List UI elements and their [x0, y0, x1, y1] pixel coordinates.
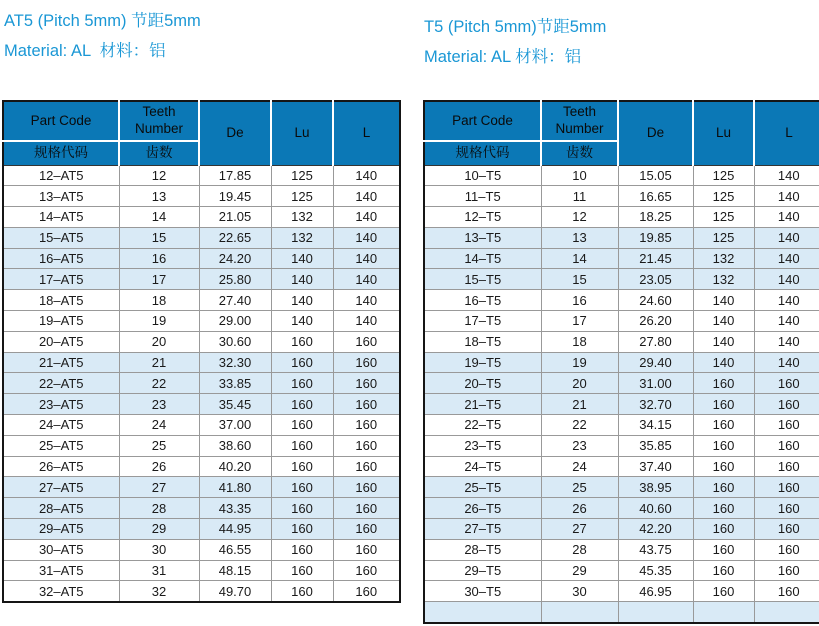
table-cell: 37.00 — [199, 415, 271, 436]
table-cell: 25.80 — [199, 269, 271, 290]
table-cell: 26–T5 — [424, 498, 541, 519]
table-cell: 12–T5 — [424, 207, 541, 228]
table-cell: 13 — [119, 186, 199, 207]
table-cell: 160 — [754, 498, 819, 519]
table-row — [3, 581, 400, 602]
table-cell: 16–AT5 — [3, 248, 119, 269]
table-cell: 160 — [693, 519, 754, 540]
table-row — [424, 581, 819, 602]
table-cell: 24–T5 — [424, 456, 541, 477]
table-cell: 160 — [333, 477, 400, 498]
table-cell: 160 — [271, 331, 333, 352]
table-cell: 140 — [693, 311, 754, 332]
table-row — [3, 477, 400, 498]
table-cell: 17 — [541, 311, 618, 332]
table-cell: 125 — [693, 227, 754, 248]
col-header-lu: Lu — [271, 101, 333, 165]
table-cell: 43.35 — [199, 498, 271, 519]
table-cell: 160 — [754, 373, 819, 394]
table-row — [424, 394, 819, 415]
table-cell: 18 — [541, 331, 618, 352]
table-cell: 15 — [119, 227, 199, 248]
table-cell: 140 — [754, 352, 819, 373]
table-cell: 46.55 — [199, 539, 271, 560]
table-cell: 21–T5 — [424, 394, 541, 415]
col-header-l: L — [333, 101, 400, 165]
table-cell: 160 — [693, 539, 754, 560]
table-cell: 160 — [754, 519, 819, 540]
table-cell: 25 — [541, 477, 618, 498]
table-cell: 37.40 — [618, 456, 693, 477]
table-row — [424, 435, 819, 456]
table-cell: 125 — [271, 165, 333, 186]
table-row — [424, 456, 819, 477]
table-cell: 160 — [271, 560, 333, 581]
table-cell: 160 — [693, 560, 754, 581]
table-cell: 140 — [333, 311, 400, 332]
table-cell: 45.35 — [618, 560, 693, 581]
table-cell: 30.60 — [199, 331, 271, 352]
table-cell: 29.40 — [618, 352, 693, 373]
table-cell: 160 — [754, 435, 819, 456]
table-cell: 27–AT5 — [3, 477, 119, 498]
table-cell: 28 — [119, 498, 199, 519]
table-cell: 35.85 — [618, 435, 693, 456]
table-cell: 132 — [693, 248, 754, 269]
table-cell: 20–T5 — [424, 373, 541, 394]
table-row — [424, 352, 819, 373]
table-cell: 132 — [271, 207, 333, 228]
col-header-de: De — [618, 101, 693, 165]
table-cell: 32–AT5 — [3, 581, 119, 602]
table-cell: 21–AT5 — [3, 352, 119, 373]
table-cell: 10–T5 — [424, 165, 541, 186]
table-row — [3, 415, 400, 436]
table-cell: 132 — [271, 227, 333, 248]
table-cell: 30–AT5 — [3, 539, 119, 560]
table-row — [424, 311, 819, 332]
t5-title-block — [424, 12, 606, 72]
table-cell — [541, 602, 618, 623]
table-cell: 43.75 — [618, 539, 693, 560]
table-cell: 160 — [693, 581, 754, 602]
table-cell: 160 — [333, 352, 400, 373]
table-cell: 160 — [693, 477, 754, 498]
table-cell: 160 — [333, 519, 400, 540]
table-cell: 14–T5 — [424, 248, 541, 269]
table-cell: 31–AT5 — [3, 560, 119, 581]
table-cell: 26 — [541, 498, 618, 519]
table-row — [3, 186, 400, 207]
at5-table-body — [3, 165, 400, 602]
table-cell: 13–AT5 — [3, 186, 119, 207]
table-row — [3, 290, 400, 311]
table-cell: 49.70 — [199, 581, 271, 602]
table-cell: 28–AT5 — [3, 498, 119, 519]
table-cell: 18–AT5 — [3, 290, 119, 311]
table-cell: 18.25 — [618, 207, 693, 228]
table-cell: 44.95 — [199, 519, 271, 540]
table-cell: 140 — [333, 269, 400, 290]
table-cell: 22–AT5 — [3, 373, 119, 394]
table-row — [424, 373, 819, 394]
table-cell: 125 — [271, 186, 333, 207]
table-cell — [424, 602, 541, 623]
table-cell: 140 — [754, 207, 819, 228]
at5-table — [2, 100, 401, 603]
table-cell: 25 — [119, 435, 199, 456]
table-cell: 140 — [333, 248, 400, 269]
table-cell: 24 — [119, 415, 199, 436]
table-cell: 160 — [693, 394, 754, 415]
at5-material: Material: AL 材料：铝 — [4, 42, 166, 60]
table-cell: 24.60 — [618, 290, 693, 311]
clipped-partial-row — [424, 602, 819, 623]
table-cell: 160 — [271, 581, 333, 602]
table-cell: 15–T5 — [424, 269, 541, 290]
table-cell: 160 — [333, 456, 400, 477]
table-cell: 160 — [271, 456, 333, 477]
table-cell: 28 — [541, 539, 618, 560]
table-cell: 29–T5 — [424, 560, 541, 581]
table-cell: 21.45 — [618, 248, 693, 269]
table-cell: 16–T5 — [424, 290, 541, 311]
t5-table-header — [424, 101, 819, 165]
table-row — [424, 186, 819, 207]
table-cell: 33.85 — [199, 373, 271, 394]
table-cell: 22 — [119, 373, 199, 394]
table-cell: 11–T5 — [424, 186, 541, 207]
table-cell: 140 — [333, 290, 400, 311]
table-cell: 160 — [271, 435, 333, 456]
table-cell: 140 — [754, 248, 819, 269]
table-cell: 20–AT5 — [3, 331, 119, 352]
table-cell: 14 — [541, 248, 618, 269]
table-cell: 32 — [119, 581, 199, 602]
table-cell: 140 — [333, 186, 400, 207]
col-header-teeth-number-cn: 齿数 — [541, 141, 618, 165]
table-cell: 27.80 — [618, 331, 693, 352]
table-cell: 160 — [693, 498, 754, 519]
table-row — [424, 227, 819, 248]
table-row — [3, 373, 400, 394]
table-cell: 140 — [271, 248, 333, 269]
table-cell: 29–AT5 — [3, 519, 119, 540]
table-cell: 10 — [541, 165, 618, 186]
table-cell: 160 — [693, 415, 754, 436]
table-cell: 160 — [333, 581, 400, 602]
table-cell: 26.20 — [618, 311, 693, 332]
table-cell: 160 — [333, 373, 400, 394]
table-cell: 140 — [754, 269, 819, 290]
table-cell: 27.40 — [199, 290, 271, 311]
table-cell: 140 — [754, 186, 819, 207]
table-cell: 160 — [271, 394, 333, 415]
table-cell: 15–AT5 — [3, 227, 119, 248]
table-cell: 140 — [754, 290, 819, 311]
table-cell: 19–T5 — [424, 352, 541, 373]
table-cell: 22–T5 — [424, 415, 541, 436]
table-cell: 13 — [541, 227, 618, 248]
table-cell: 16.65 — [618, 186, 693, 207]
table-row — [3, 435, 400, 456]
table-cell: 160 — [271, 415, 333, 436]
table-cell: 40.20 — [199, 456, 271, 477]
table-cell: 125 — [693, 186, 754, 207]
table-cell: 34.15 — [618, 415, 693, 436]
table-row — [424, 290, 819, 311]
table-cell: 160 — [333, 331, 400, 352]
table-row — [3, 498, 400, 519]
at5-table-header — [3, 101, 400, 165]
table-row — [3, 248, 400, 269]
col-header-part-code: Part Code — [424, 101, 541, 141]
table-cell: 19 — [541, 352, 618, 373]
col-header-teeth-number: Teeth Number — [541, 101, 618, 141]
table-cell: 19–AT5 — [3, 311, 119, 332]
table-cell: 23 — [541, 435, 618, 456]
table-cell: 17–T5 — [424, 311, 541, 332]
table-cell: 160 — [333, 539, 400, 560]
table-cell: 160 — [333, 560, 400, 581]
table-row — [424, 477, 819, 498]
table-cell — [693, 602, 754, 623]
table-row — [424, 539, 819, 560]
table-cell: 125 — [693, 207, 754, 228]
table-cell: 140 — [754, 227, 819, 248]
table-cell: 26 — [119, 456, 199, 477]
col-header-part-code-cn: 规格代码 — [424, 141, 541, 165]
table-cell: 48.15 — [199, 560, 271, 581]
table-row — [3, 165, 400, 186]
table-cell: 160 — [271, 519, 333, 540]
table-cell: 160 — [754, 560, 819, 581]
table-row — [3, 394, 400, 415]
table-cell: 160 — [754, 581, 819, 602]
table-row — [424, 207, 819, 228]
table-cell: 30–T5 — [424, 581, 541, 602]
table-cell: 23–AT5 — [3, 394, 119, 415]
table-cell: 160 — [271, 477, 333, 498]
table-cell: 41.80 — [199, 477, 271, 498]
table-row — [3, 207, 400, 228]
at5-title: AT5 (Pitch 5mm) 节距5mm — [4, 12, 201, 30]
table-cell: 160 — [333, 394, 400, 415]
col-header-l: L — [754, 101, 819, 165]
table-row — [3, 227, 400, 248]
table-cell: 160 — [271, 352, 333, 373]
table-row — [3, 311, 400, 332]
table-cell: 21 — [541, 394, 618, 415]
table-cell: 13–T5 — [424, 227, 541, 248]
table-row — [3, 539, 400, 560]
table-cell: 30 — [119, 539, 199, 560]
table-cell: 160 — [271, 498, 333, 519]
table-cell: 20 — [541, 373, 618, 394]
table-row — [424, 165, 819, 186]
table-cell: 160 — [693, 373, 754, 394]
table-cell: 31.00 — [618, 373, 693, 394]
table-row — [424, 498, 819, 519]
table-cell: 25–AT5 — [3, 435, 119, 456]
table-row — [424, 331, 819, 352]
table-row — [3, 456, 400, 477]
table-cell: 19.45 — [199, 186, 271, 207]
table-cell: 15.05 — [618, 165, 693, 186]
table-cell: 15 — [541, 269, 618, 290]
table-cell: 12 — [541, 207, 618, 228]
table-cell: 12 — [119, 165, 199, 186]
table-row — [424, 560, 819, 581]
table-cell: 140 — [271, 290, 333, 311]
table-cell: 27 — [541, 519, 618, 540]
table-cell: 140 — [693, 290, 754, 311]
col-header-de: De — [199, 101, 271, 165]
table-cell: 140 — [333, 227, 400, 248]
table-cell: 11 — [541, 186, 618, 207]
table-cell: 14 — [119, 207, 199, 228]
table-cell: 30 — [541, 581, 618, 602]
table-cell: 21.05 — [199, 207, 271, 228]
table-cell: 160 — [333, 435, 400, 456]
table-row — [3, 560, 400, 581]
col-header-lu: Lu — [693, 101, 754, 165]
table-cell: 17.85 — [199, 165, 271, 186]
table-cell: 27 — [119, 477, 199, 498]
table-cell: 22 — [541, 415, 618, 436]
table-cell: 160 — [754, 415, 819, 436]
table-cell: 23.05 — [618, 269, 693, 290]
table-cell: 140 — [693, 331, 754, 352]
table-cell: 26–AT5 — [3, 456, 119, 477]
table-row — [424, 415, 819, 436]
t5-title: T5 (Pitch 5mm)节距5mm — [424, 18, 607, 36]
table-cell: 29 — [541, 560, 618, 581]
table-row — [3, 352, 400, 373]
t5-table-body — [424, 165, 819, 623]
table-cell: 29.00 — [199, 311, 271, 332]
table-cell: 16 — [119, 248, 199, 269]
table-cell: 160 — [271, 539, 333, 560]
table-cell: 140 — [333, 207, 400, 228]
col-header-part-code-cn: 规格代码 — [3, 141, 119, 165]
table-cell: 19.85 — [618, 227, 693, 248]
table-cell: 160 — [754, 456, 819, 477]
table-row — [3, 331, 400, 352]
table-row — [3, 269, 400, 290]
table-cell: 28–T5 — [424, 539, 541, 560]
table-cell: 38.60 — [199, 435, 271, 456]
table-cell: 140 — [271, 269, 333, 290]
table-row — [424, 519, 819, 540]
table-cell: 140 — [271, 311, 333, 332]
table-cell: 24–AT5 — [3, 415, 119, 436]
table-cell: 20 — [119, 331, 199, 352]
table-cell: 160 — [693, 435, 754, 456]
table-cell: 160 — [693, 456, 754, 477]
table-cell: 160 — [754, 539, 819, 560]
table-cell: 23–T5 — [424, 435, 541, 456]
table-row — [3, 519, 400, 540]
table-cell: 29 — [119, 519, 199, 540]
t5-table — [423, 100, 819, 624]
table-cell: 32.70 — [618, 394, 693, 415]
table-cell: 160 — [754, 394, 819, 415]
table-cell: 160 — [271, 373, 333, 394]
table-cell: 17–AT5 — [3, 269, 119, 290]
table-cell: 14–AT5 — [3, 207, 119, 228]
col-header-teeth-number-cn: 齿数 — [119, 141, 199, 165]
at5-title-block — [4, 6, 201, 66]
table-cell: 132 — [693, 269, 754, 290]
table-cell: 35.45 — [199, 394, 271, 415]
table-row — [424, 248, 819, 269]
t5-material: Material: AL 材料：铝 — [424, 48, 582, 66]
table-cell: 160 — [333, 498, 400, 519]
table-cell — [618, 602, 693, 623]
table-cell: 12–AT5 — [3, 165, 119, 186]
table-cell: 160 — [754, 477, 819, 498]
table-cell: 31 — [119, 560, 199, 581]
table-cell: 27–T5 — [424, 519, 541, 540]
table-cell: 38.95 — [618, 477, 693, 498]
table-cell: 21 — [119, 352, 199, 373]
table-cell: 17 — [119, 269, 199, 290]
col-header-part-code: Part Code — [3, 101, 119, 141]
table-row — [424, 269, 819, 290]
table-cell: 140 — [333, 165, 400, 186]
table-cell: 23 — [119, 394, 199, 415]
table-cell: 24.20 — [199, 248, 271, 269]
table-cell — [754, 602, 819, 623]
table-cell: 46.95 — [618, 581, 693, 602]
table-cell: 140 — [754, 311, 819, 332]
table-cell: 16 — [541, 290, 618, 311]
table-cell: 24 — [541, 456, 618, 477]
table-cell: 42.20 — [618, 519, 693, 540]
table-cell: 18 — [119, 290, 199, 311]
table-cell: 25–T5 — [424, 477, 541, 498]
table-cell: 19 — [119, 311, 199, 332]
table-cell: 125 — [693, 165, 754, 186]
table-cell: 40.60 — [618, 498, 693, 519]
table-cell: 18–T5 — [424, 331, 541, 352]
table-cell: 140 — [754, 331, 819, 352]
table-cell: 22.65 — [199, 227, 271, 248]
table-cell: 160 — [333, 415, 400, 436]
table-cell: 140 — [754, 165, 819, 186]
table-cell: 140 — [693, 352, 754, 373]
col-header-teeth-number: Teeth Number — [119, 101, 199, 141]
table-cell: 32.30 — [199, 352, 271, 373]
